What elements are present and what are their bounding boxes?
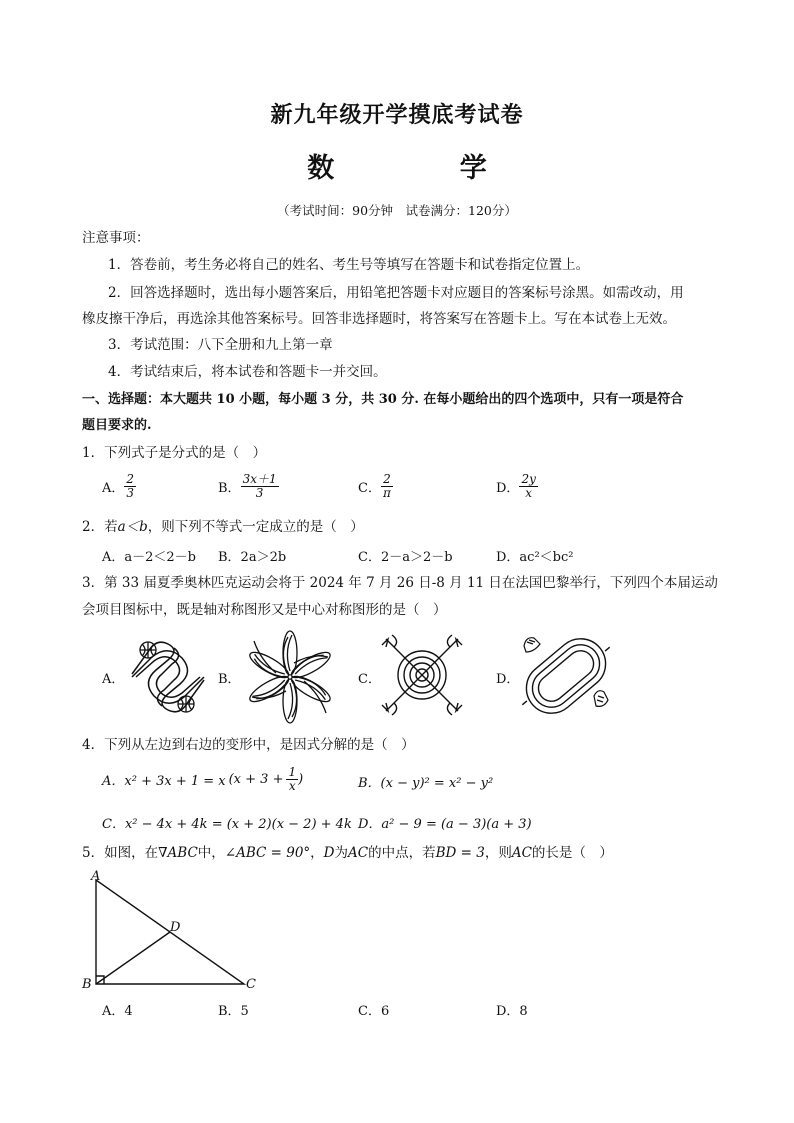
- running-track-icon: [518, 632, 614, 720]
- q5-mid3: 为: [334, 845, 348, 861]
- q2-stem-pre: 2．若: [82, 519, 118, 535]
- notice-item-3: 3．考试范围：八下全册和九上第一章: [108, 337, 333, 353]
- notice-heading: 注意事项：: [82, 230, 150, 246]
- q3-option-c-label: C．: [358, 672, 381, 687]
- q5-mid4: 的中点，若: [368, 845, 436, 861]
- q1-d-den: x: [525, 486, 533, 500]
- q2-stem-post: ，则下列不等式一定成立的是（ ）: [147, 519, 364, 535]
- q1-a-den: 3: [126, 486, 135, 500]
- q4-a-num: 1: [288, 765, 297, 779]
- q4-a-den: x: [288, 779, 296, 793]
- q1-c-den: π: [382, 486, 391, 500]
- q1-c-label: C．: [358, 481, 381, 496]
- q5-label-c: C: [246, 977, 256, 992]
- q2-option-b: B．2a＞2b: [218, 550, 287, 565]
- q5-label-d: D: [170, 920, 181, 935]
- q5-angle: ∠ABC = 90°: [224, 845, 311, 861]
- q3-stem: 3．第 33 届夏季奥林匹克运动会将于 2024 年 7 月 26 日-8 月 11 日在法国巴黎举行，下列四个本届运动: [82, 575, 718, 591]
- notice-item-2: 2．回答选择题时，选出每小题答案后，用铅笔把答题卡对应题目的答案标号涂黑。如需改动，用: [108, 285, 684, 301]
- q5-ac-1: AC: [348, 845, 369, 861]
- q1-b-den: 3: [255, 486, 264, 500]
- q5-stem-pre: 5．如图，在: [82, 845, 159, 861]
- q5-mid5: ，则: [484, 845, 512, 861]
- q4-a-mid: (x + 3 +: [228, 772, 284, 787]
- q4-a-post: ): [298, 772, 304, 787]
- notice-item-4: 4．考试结束后，将本试卷和答题卡一并交回。: [108, 364, 387, 380]
- q4-stem: 4．下列从左边到右边的变形中，是因式分解的是（ ）: [82, 737, 415, 753]
- q4-option-a: [102, 766, 303, 793]
- q5-triangle: ∇ABC: [158, 845, 198, 861]
- q1-stem: 1．下列式子是分式的是（ ）: [82, 445, 267, 461]
- q5-ac-2: AC: [511, 845, 532, 861]
- q4-option-c: C．x² − 4x + 4k = (x + 2)(x − 2) + 4k: [102, 817, 352, 832]
- q5-option-c: C．6: [358, 1004, 390, 1019]
- q5-option-b: B．5: [218, 1004, 249, 1019]
- exam-title: 新九年级开学摸底考试卷: [270, 102, 524, 128]
- q1-option-a: [102, 473, 136, 500]
- q5-mid1: 中，: [197, 845, 225, 861]
- petal-swirl-icon: [240, 630, 340, 724]
- q5-bd: BD = 3: [435, 845, 485, 861]
- archery-target-icon: [380, 633, 464, 717]
- q4-a-pre: A．x² + 3x + 1 = x: [102, 774, 226, 789]
- q3-option-a-label: A．: [102, 672, 125, 687]
- subject-title: 数 学: [307, 153, 545, 184]
- basketball-icon: [122, 636, 214, 718]
- q1-a-num: 2: [126, 472, 135, 486]
- q1-b-num: 3x＋1: [242, 472, 277, 486]
- q4-option-d: D．a² − 9 = (a − 3)(a + 3): [358, 817, 532, 832]
- q2-option-a: A．a－2＜2－b: [102, 550, 197, 565]
- q1-d-label: D．: [496, 481, 520, 496]
- q1-c-num: 2: [383, 472, 391, 486]
- q1-d-num: 2y: [521, 472, 536, 486]
- q5-label-b: B: [82, 977, 92, 992]
- q5-stem: [82, 843, 613, 863]
- q3-option-b-label: B．: [218, 672, 241, 687]
- q5-mid2: ，: [310, 845, 324, 861]
- q2-option-d: D．ac²＜bc²: [496, 550, 574, 565]
- q4-option-b: B．(x − y)² = x² − y²: [358, 776, 494, 791]
- q2-stem: [82, 517, 364, 537]
- q3-option-d-label: D．: [496, 672, 520, 687]
- q5-option-a: A．4: [102, 1004, 133, 1019]
- section1-heading-cont: 题目要求的.: [82, 418, 152, 433]
- q5-point-d: D: [323, 845, 335, 861]
- q2-option-c: C．2－a＞2－b: [358, 550, 453, 565]
- q1-b-label: B．: [218, 481, 241, 496]
- notice-item-1: 1．答卷前，考生务必将自己的姓名、考生号等填写在答题卡和试卷指定位置上。: [108, 257, 590, 273]
- q1-option-d: [496, 473, 538, 500]
- notice-item-2-cont: 橡皮擦干净后，再选涂其他答案标号。回答非选择题时，将答案写在答题卡上。写在本试卷上无效。: [82, 311, 676, 327]
- q1-option-b: [218, 473, 279, 500]
- exam-meta: （考试时间：90分钟 试卷满分：120分）: [277, 203, 517, 218]
- q1-a-label: A．: [102, 481, 125, 496]
- q5-label-a: A: [91, 869, 101, 884]
- q5-stem-post: 的长是（ ）: [531, 845, 613, 861]
- section1-heading: 一、选择题：本大题共 10 小题，每小题 3 分，共 30 分. 在每小题给出的四个选项中，只有一项是符合: [82, 392, 684, 407]
- q1-option-c: [358, 473, 393, 500]
- q5-option-d: D．8: [496, 1004, 528, 1019]
- q3-stem-cont: 会项目图标中，既是轴对称图形又是中心对称图形的是（ ）: [82, 602, 447, 618]
- q2-stem-math: a＜b: [117, 519, 148, 535]
